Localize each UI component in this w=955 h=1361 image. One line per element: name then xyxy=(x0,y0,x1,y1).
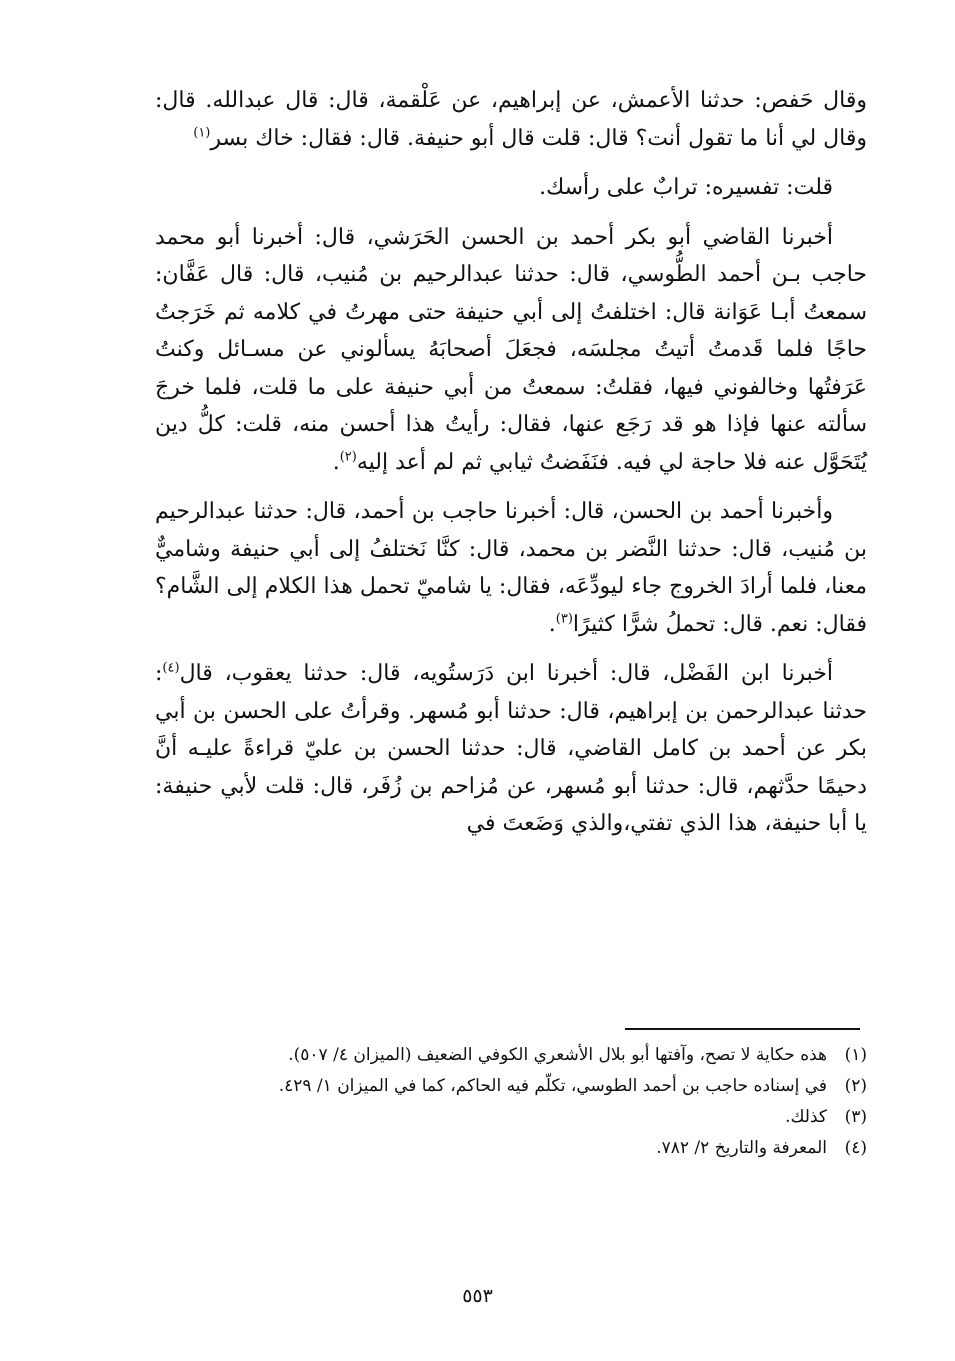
paragraph-text: وقال حَفص: حدثنا الأعمش، عن إبراهيم، عن عَلْقمة، قال: قال عبدالله. قال: وقال لي أنا ما تقول أنت؟ قال: قلت قال أبو حنيفة. قال: فقال: خاك بسر xyxy=(155,88,867,151)
footnote-text: في إسناده حاجب بن أحمد الطوسي، تكلّم فيه الحاكم، كما في الميزان ١/ ٤٢٩. xyxy=(278,1076,827,1096)
footnote-number: (٤) xyxy=(844,1138,867,1158)
footnote-1 xyxy=(170,1040,867,1071)
paragraph-text: وأخبرنا أحمد بن الحسن، قال: أخبرنا حاجب بن أحمد، قال: حدثنا عبدالرحيم بن مُنيب، قال: حدثنا النَّضر بن محمد، قال: كنَّا نَختلفُ إلى أبي حنيفة وشاميٌّ معنا، فلما أرادَ الخروج جاء ليودِّعَه، فقال: يا شاميّ تحمل هذا الكلام إلى الشَّام؟ فقال: نعم. قال: تحملُ شرًّا كثيرًا xyxy=(155,499,868,637)
paragraph-tafsir xyxy=(155,169,867,207)
paragraph-text: قلت: تفسيره: ترابٌ على رأسك. xyxy=(539,175,833,200)
footnote-ref-1: (١) xyxy=(193,125,211,141)
paragraph-hafs xyxy=(155,82,867,157)
footnote-ref-2: (٢) xyxy=(339,449,357,465)
paragraph-nadr xyxy=(155,493,867,643)
footnotes xyxy=(170,1040,867,1164)
footnote-number: (٣) xyxy=(844,1107,867,1127)
period: . xyxy=(548,611,556,637)
footnote-divider xyxy=(625,1028,860,1030)
footnote-ref-4: (٤) xyxy=(162,660,180,676)
paragraph-text: أخبرنا ابن الفَضْل، قال: أخبرنا ابن دَرَستُويه، قال: حدثنا يعقوب، قال xyxy=(179,661,833,686)
paragraph-ibn-fadl xyxy=(155,655,867,843)
main-text xyxy=(155,82,867,843)
footnote-3 xyxy=(170,1102,867,1133)
footnote-text: هذه حكاية لا تصح، وآفتها أبو بلال الأشعري الكوفي الضعيف (الميزان ٤/ ٥٠٧). xyxy=(288,1045,827,1065)
paragraph-text: أخبرنا القاضي أبو بكر أحمد بن الحسن الحَرَشي، قال: أخبرنا أبو محمد حاجب بـن أحمد الطُّوسي، قال: حدثنا عبدالرحيم بن مُنيب، قال: قال عَفَّان: سمعتُ أبـا عَوَانة قال: اختلفتُ إلى أبي حنيفة حتى مهرتُ في كلامه ثم خَرَجتُ حاجًا فلما قَدمتُ أتيتُ مجلسَه، فجعَلَ أصحابَهُ يسألوني عن مسـائل وكنتُ عَرَفتُها وخالفوني فيها، فقلتُ: سمعتُ من أبي حنيفة على ما قلت، فلما خرجَ سألته عنها فإذا هو قد رَجَع عنها، فقال: رأيتُ هذا أحسن منه، قلت: كلُّ دين يُتَحَوَّل عنه فلا حاجة لي فيه. فنَفَضتُ ثيابي ثم لم أعد إليه xyxy=(155,224,867,475)
footnote-ref-3: (٣) xyxy=(555,611,573,627)
footnote-number: (١) xyxy=(844,1045,867,1065)
footnote-2 xyxy=(170,1071,867,1102)
footnote-text: المعرفة والتاريخ ٢/ ٧٨٢. xyxy=(656,1138,827,1158)
period: . xyxy=(332,449,340,475)
footnote-number: (٢) xyxy=(844,1076,867,1096)
page-number: ٥٥٣ xyxy=(462,1285,493,1307)
paragraph-text: : حدثنا عبدالرحمن بن إبراهيم، قال: حدثنا أبو مُسهر. وقرأتُ على الحسن بن أبي بكر عن أحمد بن كامل القاضي، قال: حدثنا الحسن بن عليّ قراءةً عليـه أنَّ دحيمًا حدَّثهم، قال: حدثنا أبو مُسهر، عن مُزاحم بن زُفَر، قال: قلت لأبي حنيفة: يا أبا حنيفة، هذا الذي تفتي،والذي وَضَعتَ في xyxy=(155,661,867,836)
footnote-4 xyxy=(170,1133,867,1164)
paragraph-abu-awana xyxy=(155,219,867,482)
footnote-text: كذلك. xyxy=(785,1107,827,1127)
